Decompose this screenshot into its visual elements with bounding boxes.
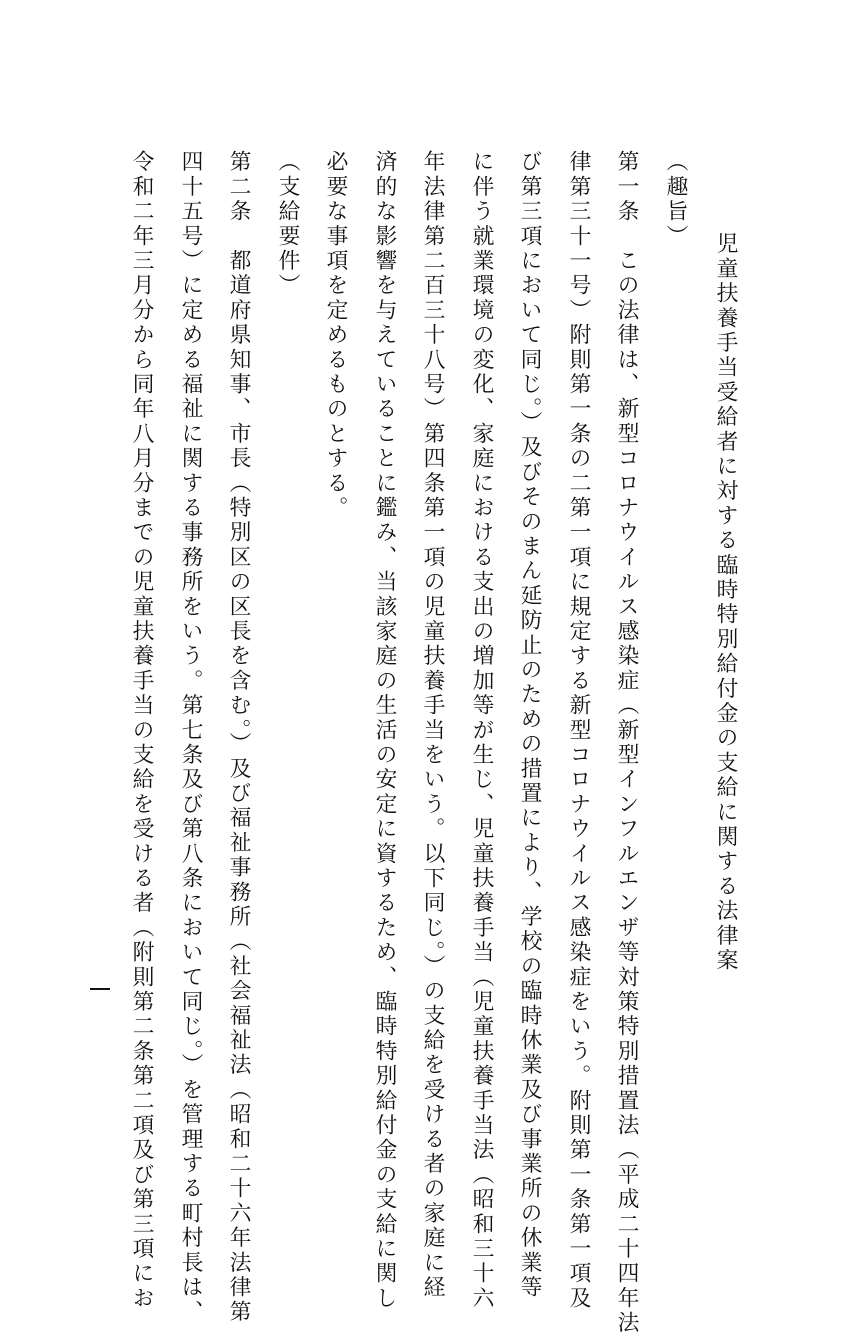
article-2-line-3: 令和二年三月分から同年八月分までの児童扶養手当の支給を受ける者（附則第二条第二項及び第三項にお [129,150,154,1311]
article-1-line-5: 年法律第二百三十八号）第四条第一項の児童扶養手当をいう。以下同じ。）の支給を受ける者の家庭に経 [420,150,445,1300]
article-1-line-2: 律第三十一号）附則第一条の二第一項に規定する新型コロナウイルス感染症をいう。附則第一条第一項及 [566,150,591,1311]
article-1-line-7: 必要な事項を定めるものとする。 [323,150,348,521]
article-1-line-6: 済的な影響を与えていることに鑑み、当該家庭の生活の安定に資するため、臨時特別給付金の支給に関し [372,150,397,1311]
article-2-line-2: 四十五号）に定める福祉に関する事務所をいう。第七条及び第八条において同じ。）を管理する町村長は、 [178,150,203,1325]
article-1-line-1: 第一条 この法律は、新型コロナウイルス感染症（新型インフルエンザ等対策特別措置法（平成二十四年法 [614,150,639,1336]
page-number [90,988,110,990]
article-1-line-4: に伴う就業環境の変化、家庭における支出の増加等が生じ、児童扶養手当（児童扶養手当法（昭和三十六 [469,150,494,1311]
article-1-line-3: び第三項において同じ。）及びそのまん延防止のための措置により、学校の臨時休業及び事業所の休業等 [517,150,542,1300]
document-title: 児童扶養手当受給者に対する臨時特別給付金の支給に関する法律案 [713,232,738,973]
section-heading-purpose: （趣旨） [663,150,688,249]
article-2-line-1: 第二条 都道府県知事、市長（特別区の区長を含む。）及び福祉事務所（社会福祉法（昭和二十六年法律第 [226,150,251,1325]
section-heading-eligibility: （支給要件） [275,150,300,299]
